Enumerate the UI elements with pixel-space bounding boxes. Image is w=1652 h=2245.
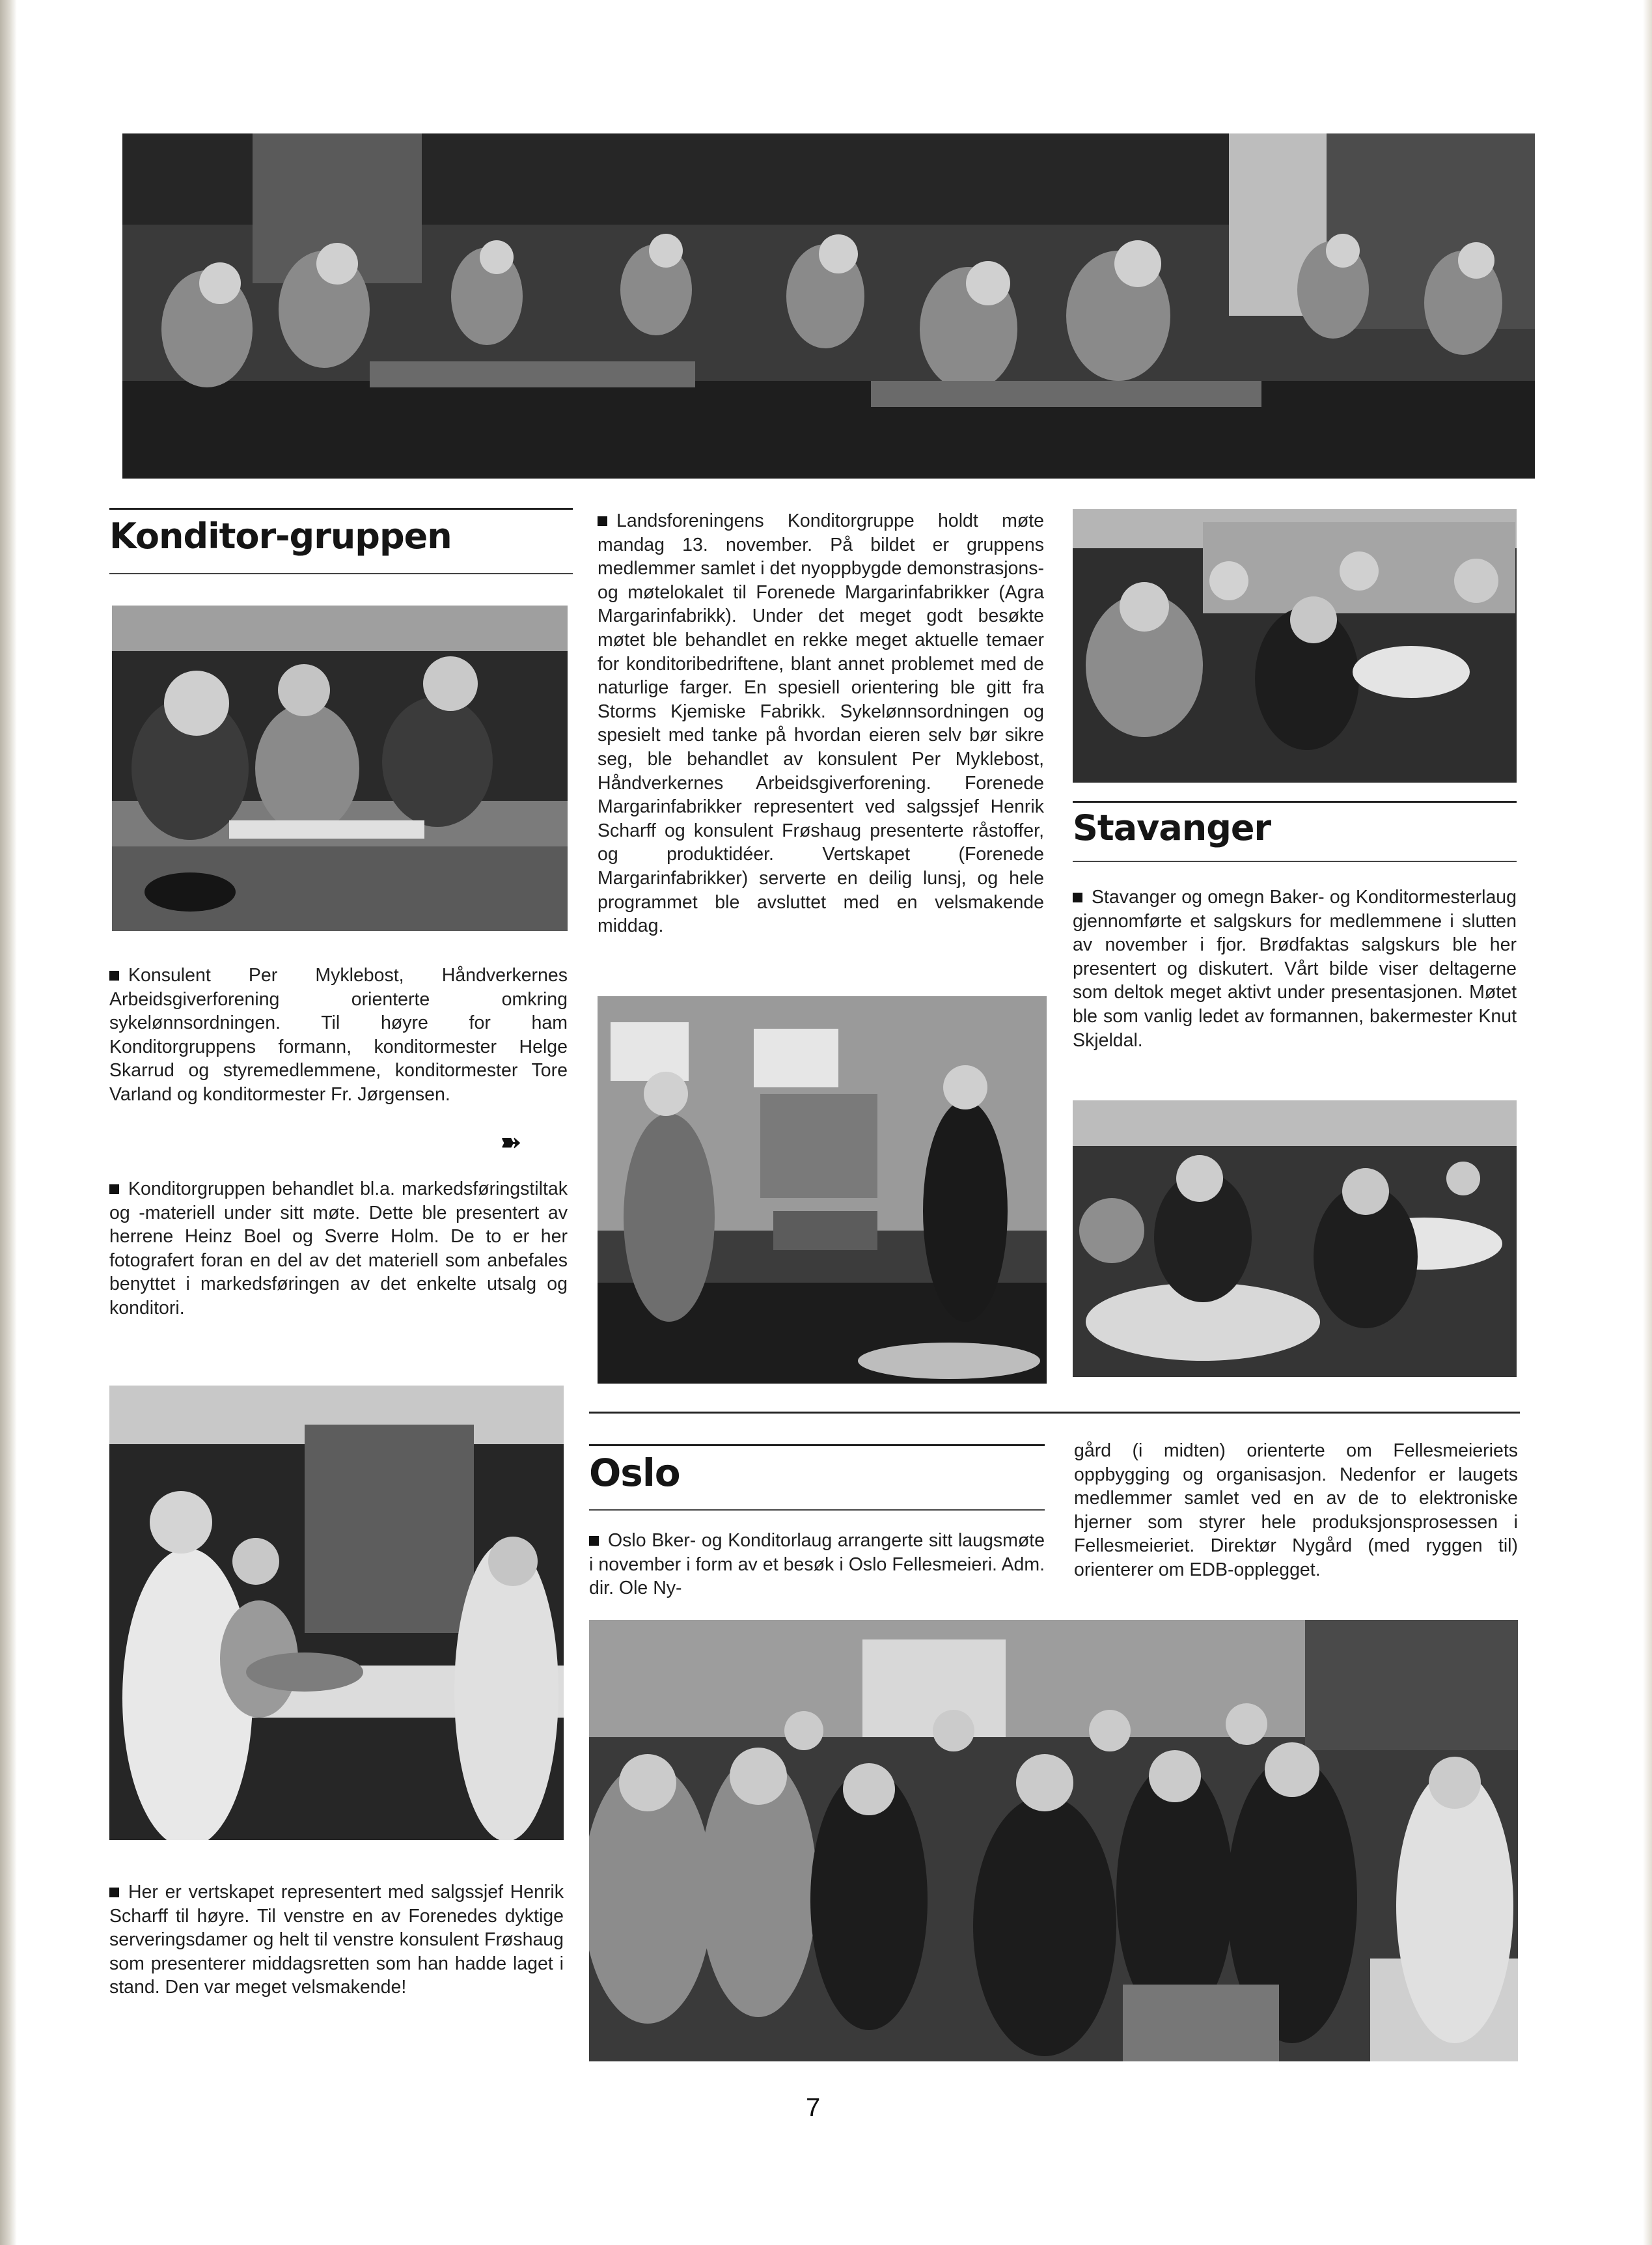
photo-meeting-room: [122, 133, 1535, 479]
oslo-rule-bottom: [589, 1509, 1045, 1511]
page-edge: [1643, 0, 1652, 2245]
caption-host: Her er vertskapet representert med salgssjef Henrik Scharff til høyre. Til venstre en av Forenedes dyktige serveringsdamer og helt til venstre konsulent Frøshaug som presenterer middagsretten som han hadde laget i stand. Den var meget velsmakende!: [109, 1882, 564, 1998]
stavanger-rule-top: [1073, 801, 1517, 803]
oslo-full-rule: [589, 1412, 1520, 1414]
photo-myklebost-table: [112, 606, 568, 931]
photo-stavanger-participants: [1073, 1100, 1517, 1377]
photo-marketing-material: [598, 996, 1047, 1384]
photo-stavanger-tables: [1073, 509, 1517, 783]
bullet-icon: [1073, 893, 1082, 902]
caption-myklebost: Konsulent Per Myklebost, Håndverkernes Arbeidsgiverforening orienterte omkring sykelønnsordningen. Til høyre for ham Konditorgruppens formann, konditormester Helge Skarrud og styremedlemmene, konditormester Tore Varland og konditormester Fr. Jørgensen.: [109, 965, 568, 1105]
page-number: 7: [806, 2093, 821, 2122]
bullet-icon: [589, 1536, 599, 1546]
heading-stavanger: Stavanger: [1073, 807, 1271, 848]
stavanger-text: Stavanger og omegn Baker- og Konditormesterlaug gjennomførte et salgskurs for medlemmene i slutten av november i fjor. Brødfaktas salgskurs ble her presentert og diskutert. Vårt bilde viser deltagerne som deltok meget aktivt under presentasjonen. Møtet ble som vanlig ledet av formannen, bakermester Knut Skjeldal.: [1073, 887, 1517, 1051]
photo-host-serving: [109, 1386, 564, 1840]
stavanger-rule-bottom: [1073, 861, 1517, 862]
caption-marketing: Konditorgruppen behandlet bl.a. markedsføringstiltak og -materiell under sitt møte. Dette ble presentert av herrene Heinz Boel og Sverre Holm. De to er her fotografert foran en del av det materiell som anbefales benyttet i markedsføringen av det enkelte utsalg og konditori.: [109, 1178, 568, 1318]
oslo-text-continued: gård (i midten) orienterte om Fellesmeieriets oppbygging og organisasjon. Nedenfor er laugets medlemmer samlet ved en av de to elektroniske hjerner som styrer hele produksjonsprosessen i Fellesmeieriet. Direktør Nygård (med ryggen til) orienterer om EDB-opplegget.: [1074, 1440, 1518, 1580]
bullet-icon: [109, 971, 119, 981]
bullet-icon: [109, 1184, 119, 1194]
bullet-icon: [109, 1888, 119, 1897]
binder-edge: [0, 0, 17, 2245]
oslo-rule-top: [589, 1444, 1045, 1446]
oslo-text: Oslo Bker- og Konditorlaug arrangerte sitt laugsmøte i november i form av et besøk i Oslo Fellesmeieri. Adm. dir. Ole Ny-: [589, 1530, 1045, 1599]
bullet-icon: [598, 516, 607, 526]
heading-konditor-gruppen: Konditor-gruppen: [109, 516, 452, 557]
heading-rule-top: [109, 508, 573, 510]
photo-oslo-computer: [589, 1620, 1518, 2061]
heading-rule-bottom: [109, 573, 573, 574]
continue-arrow-icon: ➽: [500, 1128, 522, 1158]
konditor-main-text: Landsforeningens Konditorgruppe holdt møte mandag 13. november. På bildet er gruppens medlemmer samlet i det nyoppbygde demonstrasjons- og møtelokalet til Forenede Margarinfabrikker (Agra Margarinfabrikk). Under det meget godt besøkte møtet ble behandlet en rekke meget aktuelle temaer for konditoribedriftene, blant annet problemet med de naturlige farger. En spesiell orientering ble gitt fra Storms Kjemiske Fabrikk. Sykelønnsordningen og spesielt med tanke på hvordan eieren selv bør sikre seg, ble behandlet av konsulent Per Myklebost, Håndverkernes Arbeidsgiverforening. Forenede Margarinfabrikker representert ved salgssjef Henrik Scharff og konsulent Frøshaug presenterte råstoffer, og produktidéer. Vertskapet (Forenede Margarinfabrikker) serverte en deilig lunsj, og hele programmet ble avsluttet med en velsmakende middag.: [598, 510, 1044, 937]
heading-oslo: Oslo: [589, 1451, 680, 1495]
